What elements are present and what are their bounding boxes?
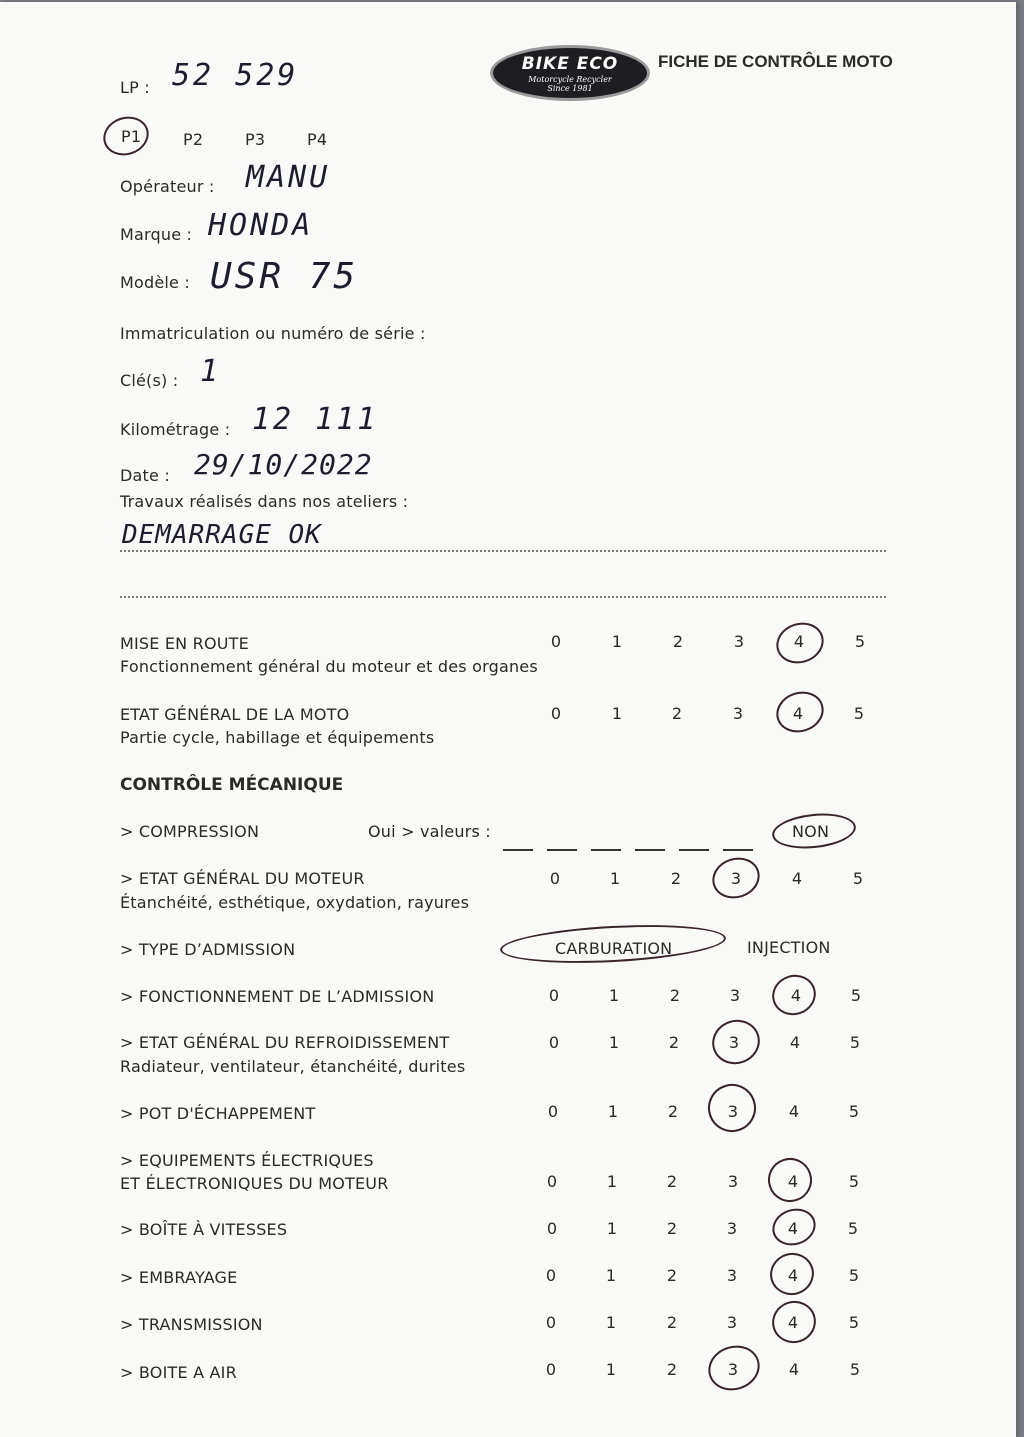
compression-non-circle [770,810,857,853]
score-1[interactable]: 1 [608,986,620,1005]
cles-label: Clé(s) : [120,371,179,390]
score-4[interactable]: 4 [787,1313,799,1332]
score-0[interactable]: 0 [546,1219,558,1238]
score-2[interactable]: 2 [669,986,681,1005]
score-5[interactable]: 5 [850,986,862,1005]
kilometrage-value[interactable]: 12 111 [252,402,379,437]
score-3[interactable]: 3 [733,632,745,651]
inspection-sheet [0,2,1016,1437]
score-5[interactable]: 5 [849,1360,861,1379]
score-1[interactable]: 1 [608,1033,620,1052]
date-label: Date : [120,466,170,485]
mise-en-route-sub: Fonctionnement général du moteur et des organes [120,657,538,676]
marque-value[interactable]: HONDA [208,208,314,243]
score-4[interactable]: 4 [792,704,804,723]
transmission-title: > TRANSMISSION [120,1315,263,1334]
score-3[interactable]: 3 [730,869,742,888]
lp-label: LP : [120,78,150,97]
score-2[interactable]: 2 [666,1266,678,1285]
cles-value[interactable]: 1 [200,354,222,389]
score-5[interactable]: 5 [848,1172,860,1191]
equipements-electriques-title: > EQUIPEMENTS ÉLECTRIQUES [120,1151,374,1170]
score-1[interactable]: 1 [611,632,623,651]
refroidissement-sub: Radiateur, ventilateur, étanchéité, durites [120,1057,466,1076]
mise-en-route-title: MISE EN ROUTE [120,634,249,653]
score-4[interactable]: 4 [788,1102,800,1121]
score-0[interactable]: 0 [547,1102,559,1121]
score-0[interactable]: 0 [546,1172,558,1191]
date-value[interactable]: 29/10/2022 [194,448,373,481]
position-p1[interactable]: P1 [121,127,142,146]
compression-non-option[interactable]: NON [792,822,830,841]
selected-rating-circle [702,1078,762,1138]
score-4[interactable]: 4 [793,632,805,651]
score-2[interactable]: 2 [666,1313,678,1332]
position-p2[interactable]: P2 [183,130,204,149]
form-title: FICHE DE CONTRÔLE MOTO [658,52,893,71]
etat-general-moto-sub: Partie cycle, habillage et équipements [120,728,435,747]
score-0[interactable]: 0 [545,1360,557,1379]
immatriculation-label: Immatriculation ou numéro de série : [120,324,426,343]
injection-option[interactable]: INJECTION [747,938,831,957]
modele-value[interactable]: USR 75 [210,256,359,297]
score-1[interactable]: 1 [606,1172,618,1191]
score-0[interactable]: 0 [548,1033,560,1052]
score-0[interactable]: 0 [550,632,562,651]
score-2[interactable]: 2 [666,1219,678,1238]
carburation-circle [499,920,727,968]
selected-rating-circle [706,1014,765,1071]
score-3[interactable]: 3 [726,1266,738,1285]
selected-rating-circle [767,969,821,1021]
score-1[interactable]: 1 [605,1266,617,1285]
score-5[interactable]: 5 [853,704,865,723]
boite-vitesses-title: > BOÎTE À VITESSES [120,1220,288,1239]
score-1[interactable]: 1 [607,1102,619,1121]
score-1[interactable]: 1 [606,1219,618,1238]
etat-general-moto-title: ETAT GÉNÉRAL DE LA MOTO [120,705,350,724]
score-0[interactable]: 0 [550,704,562,723]
selected-rating-circle [771,617,829,670]
type-admission-label: > TYPE D’ADMISSION [120,940,296,959]
score-1[interactable]: 1 [611,704,623,723]
score-3[interactable]: 3 [727,1172,739,1191]
score-2[interactable]: 2 [666,1172,678,1191]
score-4[interactable]: 4 [787,1172,799,1191]
score-4[interactable]: 4 [789,1033,801,1052]
score-3[interactable]: 3 [732,704,744,723]
travaux-label: Travaux réalisés dans nos ateliers : [120,492,409,511]
kilometrage-label: Kilométrage : [120,420,231,439]
refroidissement-title: > ETAT GÉNÉRAL DU REFROIDISSEMENT [120,1033,450,1052]
embrayage-title: > EMBRAYAGE [120,1268,238,1287]
score-4[interactable]: 4 [787,1219,799,1238]
score-3[interactable]: 3 [726,1313,738,1332]
carburation-option[interactable]: CARBURATION [555,939,673,958]
selected-rating-circle [702,1339,765,1397]
selected-rating-circle [768,1203,821,1251]
score-2[interactable]: 2 [667,1102,679,1121]
score-2[interactable]: 2 [672,632,684,651]
travaux-line-2 [120,596,886,598]
travaux-value[interactable]: DEMARRAGE OK [122,520,322,550]
position-p4[interactable]: P4 [307,130,328,149]
travaux-line-1 [120,550,886,552]
score-5[interactable]: 5 [854,632,866,651]
operateur-label: Opérateur : [120,177,215,196]
score-3[interactable]: 3 [727,1360,739,1379]
score-4[interactable]: 4 [790,986,802,1005]
etat-moteur-title: > ETAT GÉNÉRAL DU MOTEUR [120,869,365,888]
position-p1-circle [98,111,153,161]
marque-label: Marque : [120,225,193,244]
operateur-value[interactable]: MANU [246,160,331,195]
score-1[interactable]: 1 [605,1360,617,1379]
score-1[interactable]: 1 [609,869,621,888]
score-5[interactable]: 5 [848,1266,860,1285]
etat-moteur-sub: Étanchéité, esthétique, oxydation, rayures [120,893,470,912]
compression-label: > COMPRESSION [120,822,260,841]
section-heading-mecanique: CONTRÔLE MÉCANIQUE [120,775,344,795]
selected-rating-circle [707,852,765,905]
score-2[interactable]: 2 [670,869,682,888]
score-0[interactable]: 0 [545,1313,557,1332]
score-2[interactable]: 2 [668,1033,680,1052]
selected-rating-circle [765,1247,820,1301]
score-0[interactable]: 0 [548,986,560,1005]
score-5[interactable]: 5 [848,1102,860,1121]
modele-label: Modèle : [120,273,190,292]
score-3[interactable]: 3 [726,1219,738,1238]
position-p3[interactable]: P3 [245,130,266,149]
compression-values[interactable] [503,836,767,855]
score-5[interactable]: 5 [847,1219,859,1238]
score-2[interactable]: 2 [671,704,683,723]
score-4[interactable]: 4 [788,1360,800,1379]
score-5[interactable]: 5 [852,869,864,888]
pot-echappement-title: > POT D'ÉCHAPPEMENT [120,1104,316,1123]
score-0[interactable]: 0 [545,1266,557,1285]
compression-oui-label[interactable]: Oui > valeurs : [368,822,491,841]
score-4[interactable]: 4 [791,869,803,888]
score-0[interactable]: 0 [549,869,561,888]
bike-eco-logo: BIKE ECO Motorcycle Recycler Since 1981 [490,45,650,101]
score-5[interactable]: 5 [849,1033,861,1052]
score-2[interactable]: 2 [666,1360,678,1379]
score-4[interactable]: 4 [787,1266,799,1285]
boite-a-air-title: > BOITE A AIR [120,1363,237,1382]
selected-rating-circle [767,1295,822,1349]
score-3[interactable]: 3 [728,1033,740,1052]
selected-rating-circle [771,686,829,739]
score-3[interactable]: 3 [729,986,741,1005]
score-3[interactable]: 3 [727,1102,739,1121]
lp-value[interactable]: 52 529 [172,58,299,93]
score-5[interactable]: 5 [848,1313,860,1332]
equipements-electriques-sub: ET ÉLECTRONIQUES DU MOTEUR [120,1174,389,1193]
fonctionnement-admission-title: > FONCTIONNEMENT DE L’ADMISSION [120,987,435,1006]
selected-rating-circle [762,1152,817,1207]
score-1[interactable]: 1 [605,1313,617,1332]
